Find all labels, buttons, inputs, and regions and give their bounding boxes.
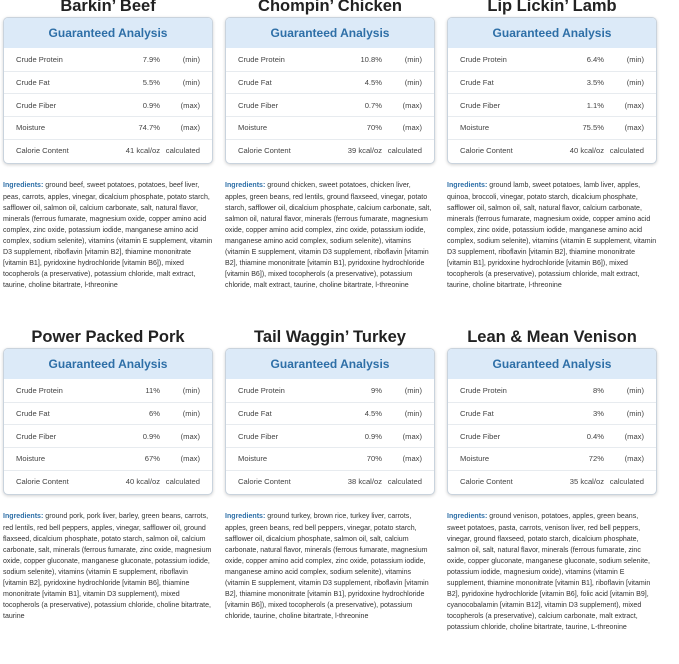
nutrient-value: 70% <box>366 454 382 464</box>
analysis-row <box>448 49 656 71</box>
analysis-row <box>4 116 212 139</box>
nutrient-label: Calorie Content <box>238 146 291 156</box>
nutrient-value: 72% <box>588 454 604 464</box>
ingredients-text <box>225 511 435 622</box>
nutrient-unit: (max) <box>402 431 422 441</box>
table-header: Guaranteed Analysis <box>226 349 434 379</box>
analysis-row <box>448 93 656 116</box>
product-panel <box>3 326 213 622</box>
product-title: Chompin’ Chicken <box>258 0 402 15</box>
analysis-row <box>226 93 434 116</box>
table-header: Guaranteed Analysis <box>226 18 434 48</box>
nutrient-label: Crude Fiber <box>238 431 279 441</box>
nutrient-unit: (max) <box>180 100 200 110</box>
ingredients-list: ground beef, sweet potatoes, potatoes, beef liver, peas, carrots, apples, vinegar, dicalcium phosphate, potato starch, safflower oil, salmon oil, calcium carbonate, salt, natural flavor, minerals (ferrous fumarate, magnesium oxide, copper amino acid complex, zinc oxide, potassium iodide, manganese amino acid complex, sodium selenite), vitamins (vitamin E supplement, vitamin D3 supplement, riboflavin [vitamin B2], thiamine mononitrate [vitamin B1], pyridoxine hydrochloride [vitamin B6]), mixed tocopherols (a preservative), potassium chloride, malt extract, taurine, choline bitartrate, l-threonine <box>3 182 213 290</box>
nutrient-unit: (min) <box>404 55 422 65</box>
nutrient-value: 0.4% <box>586 431 604 441</box>
nutrient-value: 0.9% <box>142 100 160 110</box>
nutrient-label: Crude Fiber <box>238 100 279 110</box>
nutrient-value: 0.9% <box>142 431 160 441</box>
ingredients-list: ground pork, pork liver, barley, green beans, carrots, red lentils, red bell peppers, apples, vinegar, safflower oil, ground flaxseed, dicalcium phosphate, potato starch, salmon oil, calcium carbonate, salt, minerals (ferrous fumarate, zinc oxide, magnesium oxide, copper gluconate, manganese gluconate, potassium iodide, sodium selenite), vitamins (vitamin E supplement, riboflavin [vitamin B2], pyridoxine hydrochloride [vitamin B6], thiamine mononitrate [vitamin B1], vitamin D3 supplement), mixed tocopherols (a preservative), potassium chloride, choline bitartrate, taurine <box>3 513 212 621</box>
product-panel <box>447 326 657 633</box>
nutrient-unit: (max) <box>402 123 422 133</box>
nutrient-label: Moisture <box>238 123 268 133</box>
ingredients-label: Ingredients: <box>225 513 266 521</box>
ingredients-label: Ingredients: <box>3 182 44 190</box>
nutrient-label: Crude Protein <box>16 55 63 65</box>
nutrient-label: Moisture <box>238 454 268 464</box>
analysis-row <box>4 402 212 425</box>
nutrient-label: Moisture <box>460 454 490 464</box>
guaranteed-analysis-table <box>3 348 213 495</box>
nutrient-label: Moisture <box>16 454 46 464</box>
nutrient-value: 4.5% <box>364 78 382 88</box>
analysis-row <box>4 447 212 470</box>
nutrient-unit: (min) <box>626 386 644 396</box>
analysis-row <box>4 49 212 71</box>
nutrient-label: Calorie Content <box>460 146 513 156</box>
product-title: Lean & Mean Venison <box>467 328 637 346</box>
nutrient-label: Crude Fiber <box>16 100 57 110</box>
nutrient-label: Crude Protein <box>16 386 63 396</box>
nutrient-value: 40 kcal/oz <box>125 477 160 487</box>
analysis-row <box>4 139 212 162</box>
ingredients-text <box>447 180 657 291</box>
nutrient-unit: calculated <box>609 477 644 487</box>
nutrient-label: Calorie Content <box>16 477 69 487</box>
analysis-row <box>448 139 656 162</box>
analysis-row <box>4 424 212 447</box>
nutrient-value: 38 kcal/oz <box>347 477 382 487</box>
analysis-row <box>448 447 656 470</box>
nutrient-label: Crude Fat <box>238 409 272 419</box>
nutrient-label: Moisture <box>460 123 490 133</box>
nutrient-label: Crude Fiber <box>460 431 501 441</box>
nutrient-value: 0.9% <box>364 431 382 441</box>
ingredients-text <box>3 511 213 622</box>
ingredients-list: ground turkey, brown rice, turkey liver, carrots, apples, green beans, red bell peppers, vinegar, potato starch, safflower oil, dicalcium phosphate, salmon oil, salt, calcium carbonate, natural flavor, minerals (ferrous fumarate, magnesium oxide, copper amino acid complex, zinc oxide, potassium iodide, manganese amino acid complex, sodium selenite), vitamins (vitamin E supplement, vitamin D3 supplement, riboflavin [vitamin B2], thiamine mononitrate [vitamin B1], pyridoxine hydrochloride [vitamin B6]), mixed tocopherols (a preservative), potassium chloride, taurine, choline bitartrate, l-threonine <box>225 513 429 621</box>
nutrient-value: 41 kcal/oz <box>125 146 160 156</box>
nutrient-unit: (max) <box>624 123 644 133</box>
nutrient-value: 35 kcal/oz <box>569 477 604 487</box>
analysis-row <box>448 380 656 402</box>
analysis-row <box>226 470 434 493</box>
ingredients-list: ground lamb, sweet potatoes, lamb liver, apples, quinoa, broccoli, vinegar, potato starch, dicalcium phosphate, safflower oil, salmon oil, salt, natural flavor, calcium carbonate, minerals (ferrous fumarate, magnesium oxide, copper amino acid complex, zinc oxide, potassium iodide, manganese amino acid complex, sodium selenite), vitamins (vitamin E supplement, vitamin D3 supplement, riboflavin [vitamin B2], thiamine mononitrate [vitamin B1], pyridoxine hydrochloride [vitamin B6]), mixed tocopherols (a preservative), potassium chloride, malt extract, taurine, choline bitartrate, l-threonine <box>447 182 657 290</box>
nutrient-value: 6% <box>149 409 160 419</box>
product-panel <box>3 0 213 291</box>
nutrient-unit: (max) <box>180 123 200 133</box>
nutrient-label: Crude Protein <box>460 55 507 65</box>
nutrient-unit: (min) <box>626 55 644 65</box>
analysis-row <box>4 470 212 493</box>
ingredients-text <box>225 180 435 291</box>
nutrient-value: 0.7% <box>364 100 382 110</box>
analysis-row <box>4 93 212 116</box>
nutrient-unit: (min) <box>626 78 644 88</box>
ingredients-text <box>3 180 213 291</box>
ingredients-label: Ingredients: <box>225 182 266 190</box>
analysis-row <box>226 139 434 162</box>
nutrient-value: 6.4% <box>586 55 604 65</box>
product-panel <box>225 326 435 622</box>
nutrient-label: Crude Fiber <box>16 431 57 441</box>
nutrient-label: Crude Protein <box>238 55 285 65</box>
nutrient-value: 75.5% <box>582 123 604 133</box>
analysis-row <box>226 71 434 94</box>
nutrient-value: 40 kcal/oz <box>569 146 604 156</box>
analysis-row <box>4 380 212 402</box>
nutrient-unit: calculated <box>165 146 200 156</box>
analysis-row <box>226 116 434 139</box>
table-header: Guaranteed Analysis <box>448 349 656 379</box>
analysis-row <box>226 424 434 447</box>
ingredients-label: Ingredients: <box>3 513 44 521</box>
analysis-row <box>448 470 656 493</box>
nutrient-value: 3% <box>593 409 604 419</box>
product-title: Tail Waggin’ Turkey <box>254 328 406 346</box>
nutrient-unit: (max) <box>180 454 200 464</box>
nutrient-value: 11% <box>145 386 160 396</box>
nutrient-unit: (max) <box>624 100 644 110</box>
nutrient-label: Calorie Content <box>460 477 513 487</box>
analysis-rows <box>448 379 656 494</box>
nutrient-unit: (max) <box>402 100 422 110</box>
product-panel <box>447 0 657 291</box>
nutrient-value: 5.5% <box>142 78 160 88</box>
analysis-row <box>4 71 212 94</box>
analysis-rows <box>4 379 212 494</box>
table-header: Guaranteed Analysis <box>4 18 212 48</box>
analysis-row <box>226 402 434 425</box>
analysis-row <box>226 380 434 402</box>
product-title: Lip Lickin’ Lamb <box>487 0 617 15</box>
ingredients-list: ground chicken, sweet potatoes, chicken liver, apples, green beans, red lentils, ground flaxseed, vinegar, potato starch, safflower oil, dicalcium phosphate, calcium carbonate, salt, salmon oil, natural flavor, minerals (ferrous fumarate, magnesium oxide, copper amino acid complex, zinc oxide, potassium iodide, manganese amino acid complex, sodium selenite), vitamins (vitamin E supplement, vitamin D3 supplement, riboflavin [vitamin B2], thiamine mononitrate [vitamin B1], pyridoxine hydrochloride [vitamin B6]), mixed tocopherols (a preservative), potassium chloride, malt extract, taurine, choline bitartrate, l-threonine <box>225 182 432 290</box>
nutrient-unit: (min) <box>182 55 200 65</box>
nutrient-label: Crude Fat <box>460 409 494 419</box>
nutrient-unit: calculated <box>609 146 644 156</box>
guaranteed-analysis-table <box>225 17 435 164</box>
nutrient-unit: (max) <box>180 431 200 441</box>
nutrient-label: Crude Fat <box>238 78 272 88</box>
guaranteed-analysis-table <box>3 17 213 164</box>
nutrient-value: 9% <box>371 386 382 396</box>
analysis-row <box>448 116 656 139</box>
ingredients-text <box>447 511 657 633</box>
table-header: Guaranteed Analysis <box>448 18 656 48</box>
nutrient-unit: calculated <box>387 146 422 156</box>
nutrient-value: 10.8% <box>360 55 382 65</box>
analysis-row <box>448 402 656 425</box>
nutrient-value: 7.9% <box>142 55 160 65</box>
nutrient-label: Moisture <box>16 123 46 133</box>
nutrient-label: Crude Fiber <box>460 100 501 110</box>
analysis-row <box>448 71 656 94</box>
nutrient-label: Crude Fat <box>460 78 494 88</box>
nutrient-label: Calorie Content <box>16 146 69 156</box>
nutrient-value: 8% <box>593 386 604 396</box>
nutrient-unit: (max) <box>624 454 644 464</box>
analysis-row <box>226 49 434 71</box>
product-title: Power Packed Pork <box>31 328 185 346</box>
ingredients-label: Ingredients: <box>447 182 488 190</box>
nutrient-unit: (min) <box>404 386 422 396</box>
nutrient-unit: (min) <box>182 386 200 396</box>
analysis-rows <box>226 48 434 163</box>
table-header: Guaranteed Analysis <box>4 349 212 379</box>
analysis-rows <box>226 379 434 494</box>
analysis-row <box>226 447 434 470</box>
nutrient-unit: (min) <box>182 409 200 419</box>
nutrient-label: Crude Fat <box>16 409 50 419</box>
nutrient-unit: calculated <box>387 477 422 487</box>
ingredients-label: Ingredients: <box>447 513 488 521</box>
nutrient-unit: (min) <box>626 409 644 419</box>
nutrient-unit: (min) <box>182 78 200 88</box>
nutrient-value: 1.1% <box>586 100 604 110</box>
nutrient-unit: (max) <box>624 431 644 441</box>
ingredients-list: ground venison, potatoes, apples, green beans, sweet potatoes, pasta, carrots, venison liver, red bell peppers, vinegar, ground flaxseed, potato starch, dicalcium phosphate, salmon oil, salt, natural flavor, minerals (ferrous fumarate, zinc oxide, copper gluconate, manganese gluconate, sodium selenite, potassium iodide, magnesium oxide), vitamins (vitamin E supplement, thiamine mononitrate [vitamin B1], riboflavin [vitamin B2], pyridoxine hydrochloride [vitamin B6], folic acid [vitamin B9], cyanocobalamin [vitamin B12], vitamin D3 supplement), mixed tocopherols (a preservative), calcium carbonate, malt extract, potassium chloride, choline bitartrate, taurine, L-threonine <box>447 513 651 632</box>
analysis-rows <box>4 48 212 163</box>
product-title: Barkin’ Beef <box>60 0 156 15</box>
nutrient-value: 39 kcal/oz <box>347 146 382 156</box>
guaranteed-analysis-table <box>447 17 657 164</box>
nutrient-unit: calculated <box>165 477 200 487</box>
nutrient-value: 3.5% <box>586 78 604 88</box>
analysis-row <box>448 424 656 447</box>
nutrient-value: 74.7% <box>138 123 160 133</box>
nutrient-label: Crude Fat <box>16 78 50 88</box>
nutrient-unit: (min) <box>404 409 422 419</box>
nutrient-unit: (min) <box>404 78 422 88</box>
nutrient-label: Crude Protein <box>238 386 285 396</box>
guaranteed-analysis-table <box>225 348 435 495</box>
nutrient-label: Calorie Content <box>238 477 291 487</box>
nutrient-value: 70% <box>366 123 382 133</box>
nutrient-value: 4.5% <box>364 409 382 419</box>
nutrient-label: Crude Protein <box>460 386 507 396</box>
nutrient-unit: (max) <box>402 454 422 464</box>
analysis-rows <box>448 48 656 163</box>
product-panel <box>225 0 435 291</box>
nutrient-value: 67% <box>144 454 160 464</box>
guaranteed-analysis-table <box>447 348 657 495</box>
